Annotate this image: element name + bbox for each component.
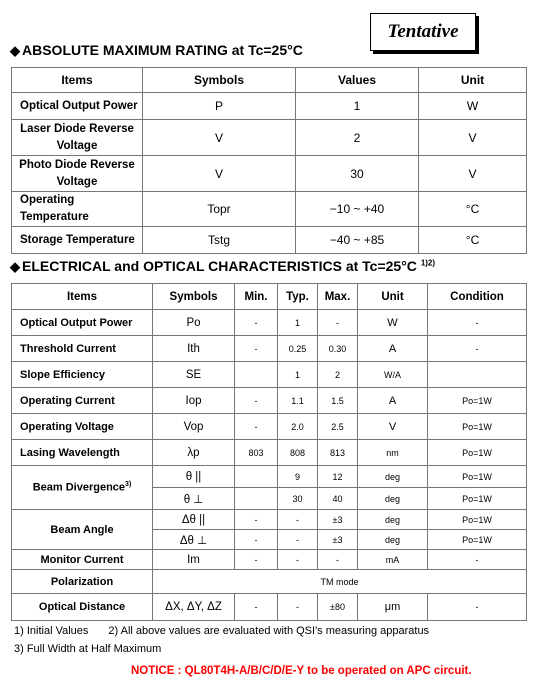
table-row [12,440,527,466]
header-symbols: Symbols [153,284,235,310]
min-cell: - [235,388,278,414]
table-row [12,120,527,156]
table-row [12,336,527,362]
item-cell: Operating Voltage [12,414,153,440]
min-cell: - [235,530,278,550]
max-cell: - [318,550,358,570]
header-items: Items [12,68,143,93]
max-cell: 40 [318,488,358,510]
item-cell: Optical Distance [12,594,153,621]
item-cell: Lasing Wavelength [12,440,153,466]
symbol-cell: ΔX, ΔY, ΔZ [153,594,235,621]
unit-cell: °C [419,227,527,254]
condition-cell: Po=1W [428,388,527,414]
symbol-cell: SE [153,362,235,388]
header-max: Max. [318,284,358,310]
symbol-cell: Topr [143,192,296,227]
condition-cell: Po=1W [428,488,527,510]
max-cell: 12 [318,466,358,488]
typ-cell: - [278,550,318,570]
max-cell: 813 [318,440,358,466]
min-cell: - [235,510,278,530]
footnote-1: 1) Initial Values [14,625,89,637]
item-cell: Laser Diode Reverse Voltage [12,120,143,156]
beam-divergence-label: Beam Divergence [32,481,126,494]
condition-cell: Po=1W [428,440,527,466]
symbol-cell: Ith [153,336,235,362]
tentative-stamp: Tentative [370,13,476,51]
footnote-3: 3) Full Width at Half Maximum [14,643,162,655]
unit-cell: W [419,93,527,120]
polarization-value: TM mode [153,570,527,594]
condition-cell: Po=1W [428,510,527,530]
unit-cell: μm [358,594,428,621]
section2-title-note: 1)2) [420,258,436,268]
max-cell: 0.30 [318,336,358,362]
table-row [12,594,527,621]
min-cell [235,362,278,388]
symbol-cell: V [143,156,296,192]
electrical-optical-table [11,283,527,621]
table-row [12,156,527,192]
table-row [12,310,527,336]
footnote-2: 2) All above values are evaluated with QSI's measuring apparatus [108,625,430,637]
table-row [12,570,527,594]
header-values: Values [296,68,419,93]
value-cell: −10 ~ +40 [296,192,419,227]
item-cell: Optical Output Power [12,93,143,120]
value-cell: −40 ~ +85 [296,227,419,254]
absolute-max-rating-table [11,67,527,254]
table-header-row [12,68,527,93]
symbol-cell: Δθ ⊥ [153,530,235,550]
table-row [12,414,527,440]
unit-cell: °C [419,192,527,227]
value-cell: 1 [296,93,419,120]
value-cell: 30 [296,156,419,192]
symbol-cell: λp [153,440,235,466]
symbol-cell: Δθ || [153,510,235,530]
section1-title [10,42,303,59]
item-cell: Monitor Current [12,550,153,570]
typ-cell: - [278,530,318,550]
symbol-cell: Tstg [143,227,296,254]
max-cell: - [318,310,358,336]
min-cell [235,466,278,488]
header-symbols: Symbols [143,68,296,93]
typ-cell: 1.1 [278,388,318,414]
condition-cell: Po=1W [428,466,527,488]
typ-cell: 30 [278,488,318,510]
condition-cell: Po=1W [428,530,527,550]
unit-cell: V [419,120,527,156]
min-cell: - [235,550,278,570]
section1-title-text: ABSOLUTE MAXIMUM RATING at Tc=25°C [22,42,303,58]
diamond-bullet-icon: ◆ [10,259,20,274]
unit-cell: nm [358,440,428,466]
unit-cell: deg [358,466,428,488]
symbol-cell: Vop [153,414,235,440]
condition-cell: - [428,594,527,621]
table-row [12,466,527,488]
header-min: Min. [235,284,278,310]
typ-cell: - [278,510,318,530]
table-row [12,93,527,120]
symbol-cell: Iop [153,388,235,414]
unit-cell: V [419,156,527,192]
typ-cell: 0.25 [278,336,318,362]
item-cell: Operating Current [12,388,153,414]
table-row [12,510,527,530]
item-cell: Threshold Current [12,336,153,362]
section2-title [10,258,435,275]
unit-cell: mA [358,550,428,570]
unit-cell: V [358,414,428,440]
diamond-bullet-icon: ◆ [10,43,20,58]
unit-cell: W [358,310,428,336]
condition-cell: Po=1W [428,414,527,440]
symbol-cell: V [143,120,296,156]
typ-cell: 1 [278,362,318,388]
min-cell: - [235,594,278,621]
item-cell: Beam Angle [12,510,153,550]
table-header-row [12,284,527,310]
unit-cell: deg [358,530,428,550]
unit-cell: deg [358,488,428,510]
table-row [12,362,527,388]
table-row [12,192,527,227]
max-cell: 2.5 [318,414,358,440]
symbol-cell: θ ⊥ [153,488,235,510]
min-cell: - [235,414,278,440]
unit-cell: A [358,388,428,414]
value-cell: 2 [296,120,419,156]
min-cell: - [235,336,278,362]
symbol-cell: θ || [153,466,235,488]
max-cell: ±80 [318,594,358,621]
typ-cell: - [278,594,318,621]
footnote-line-1 [14,625,429,637]
condition-cell: - [428,310,527,336]
table-row [12,550,527,570]
unit-cell: deg [358,510,428,530]
condition-cell: - [428,336,527,362]
item-cell: Operating Temperature [12,192,143,227]
item-cell: Photo Diode Reverse Voltage [12,156,143,192]
beam-divergence-note: 3) [125,481,132,489]
item-cell-beam-divergence [12,466,153,510]
typ-cell: 2.0 [278,414,318,440]
header-condition: Condition [428,284,527,310]
symbol-cell: P [143,93,296,120]
item-cell: Storage Temperature [12,227,143,254]
unit-cell: A [358,336,428,362]
item-cell: Optical Output Power [12,310,153,336]
max-cell: ±3 [318,510,358,530]
item-cell: Slope Efficiency [12,362,153,388]
typ-cell: 9 [278,466,318,488]
header-items: Items [12,284,153,310]
symbol-cell: Im [153,550,235,570]
condition-cell [428,362,527,388]
max-cell: 1.5 [318,388,358,414]
table-row [12,227,527,254]
notice-text: NOTICE : QL80T4H-A/B/C/D/E-Y to be operated on APC circuit. [131,665,472,677]
typ-cell: 1 [278,310,318,336]
table-row [12,388,527,414]
max-cell: ±3 [318,530,358,550]
item-cell: Polarization [12,570,153,594]
condition-cell: - [428,550,527,570]
section2-title-text: ELECTRICAL and OPTICAL CHARACTERISTICS at Tc=25°C [22,258,417,274]
min-cell: - [235,310,278,336]
min-cell [235,488,278,510]
max-cell: 2 [318,362,358,388]
unit-cell: W/A [358,362,428,388]
header-unit: Unit [358,284,428,310]
header-unit: Unit [419,68,527,93]
typ-cell: 808 [278,440,318,466]
header-typ: Typ. [278,284,318,310]
min-cell: 803 [235,440,278,466]
symbol-cell: Po [153,310,235,336]
